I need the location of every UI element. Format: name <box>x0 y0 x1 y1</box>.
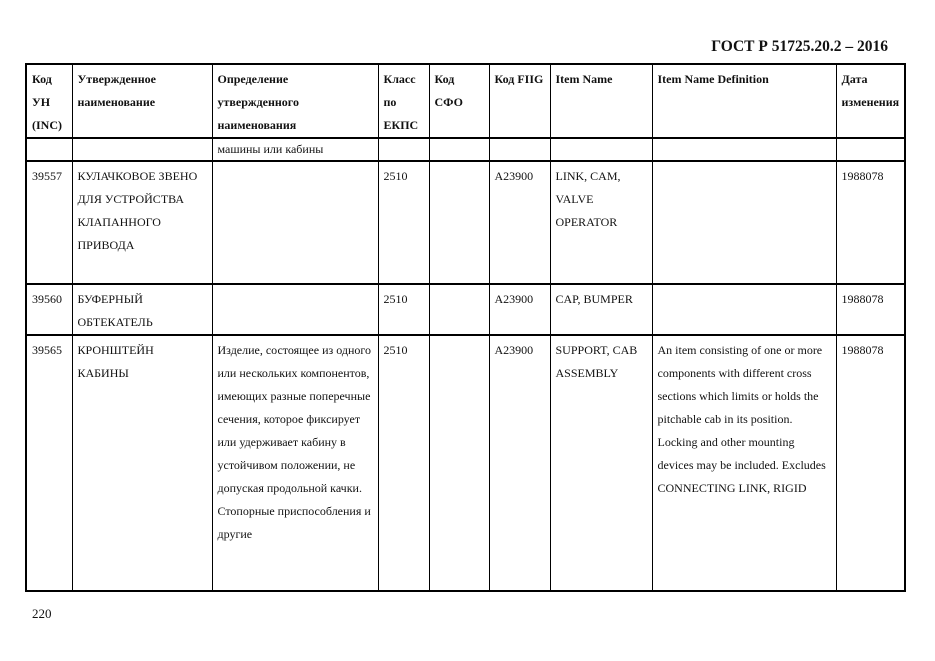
cell-inc: 39560 <box>26 284 72 335</box>
cell-ekps-class: 2510 <box>378 284 429 335</box>
cell-definition: Изделие, состоящее из одного или нескольких компонентов, имеющих разные поперечные сечения, которое фиксирует или удерживает кабину в устойчивом положении, не допуская продольной качки. Стопорные приспособления и другие <box>212 335 378 591</box>
cell-change-date: 1988078 <box>836 161 905 284</box>
cell-fiig-code: A23900 <box>489 284 550 335</box>
header-approved-name: Утвержденное наименование <box>72 64 212 138</box>
cell-fiig-code: A23900 <box>489 335 550 591</box>
cell-sfo-code <box>429 138 489 161</box>
table-row <box>26 161 905 284</box>
cell-item-name-definition <box>652 284 836 335</box>
cell-approved-name: БУФЕРНЫЙ ОБТЕКАТЕЛЬ <box>72 284 212 335</box>
cell-change-date <box>836 138 905 161</box>
table-row <box>26 284 905 335</box>
cell-ekps-class: 2510 <box>378 161 429 284</box>
cell-sfo-code <box>429 284 489 335</box>
cell-ekps-class: 2510 <box>378 335 429 591</box>
table-row <box>26 138 905 161</box>
table-row <box>26 335 905 591</box>
header-change-date: Дата изменения <box>836 64 905 138</box>
table-header-row <box>26 64 905 138</box>
cell-definition <box>212 161 378 284</box>
header-definition: Определение утвержденного наименования <box>212 64 378 138</box>
cell-approved-name <box>72 138 212 161</box>
cell-approved-name: КРОНШТЕЙН КАБИНЫ <box>72 335 212 591</box>
cell-item-name-definition: An item consisting of one or more components with different cross sections which limits or holds the pitchable cab in its position. Locking and other mounting devices may be included. Excludes CONNECTING LINK, RIGID <box>652 335 836 591</box>
page-number: 220 <box>32 606 52 621</box>
cell-fiig-code <box>489 138 550 161</box>
header-inc: Код УН (INC) <box>26 64 72 138</box>
header-sfo-code: Код СФО <box>429 64 489 138</box>
cell-ekps-class <box>378 138 429 161</box>
document-title: ГОСТ Р 51725.20.2 – 2016 <box>711 38 888 55</box>
cell-fiig-code: A23900 <box>489 161 550 284</box>
cell-sfo-code <box>429 335 489 591</box>
cell-change-date: 1988078 <box>836 284 905 335</box>
cell-change-date: 1988078 <box>836 335 905 591</box>
cell-inc: 39565 <box>26 335 72 591</box>
cell-sfo-code <box>429 161 489 284</box>
header-fiig-code: Код FIIG <box>489 64 550 138</box>
cell-item-name: CAP, BUMPER <box>550 284 652 335</box>
cell-approved-name: КУЛАЧКОВОЕ ЗВЕНО ДЛЯ УСТРОЙСТВА КЛАПАННОГО ПРИВОДА <box>72 161 212 284</box>
header-item-name: Item Name <box>550 64 652 138</box>
header-item-name-definition: Item Name Definition <box>652 64 836 138</box>
cell-item-name-definition <box>652 161 836 284</box>
cell-item-name: SUPPORT, CAB ASSEMBLY <box>550 335 652 591</box>
cell-item-name-definition <box>652 138 836 161</box>
cell-inc <box>26 138 72 161</box>
cell-inc: 39557 <box>26 161 72 284</box>
cell-item-name <box>550 138 652 161</box>
cell-item-name: LINK, CAM, VALVE OPERATOR <box>550 161 652 284</box>
item-names-table <box>25 63 906 592</box>
header-ekps-class: Класс по ЕКПС <box>378 64 429 138</box>
cell-definition: машины или кабины <box>212 138 378 161</box>
cell-definition <box>212 284 378 335</box>
